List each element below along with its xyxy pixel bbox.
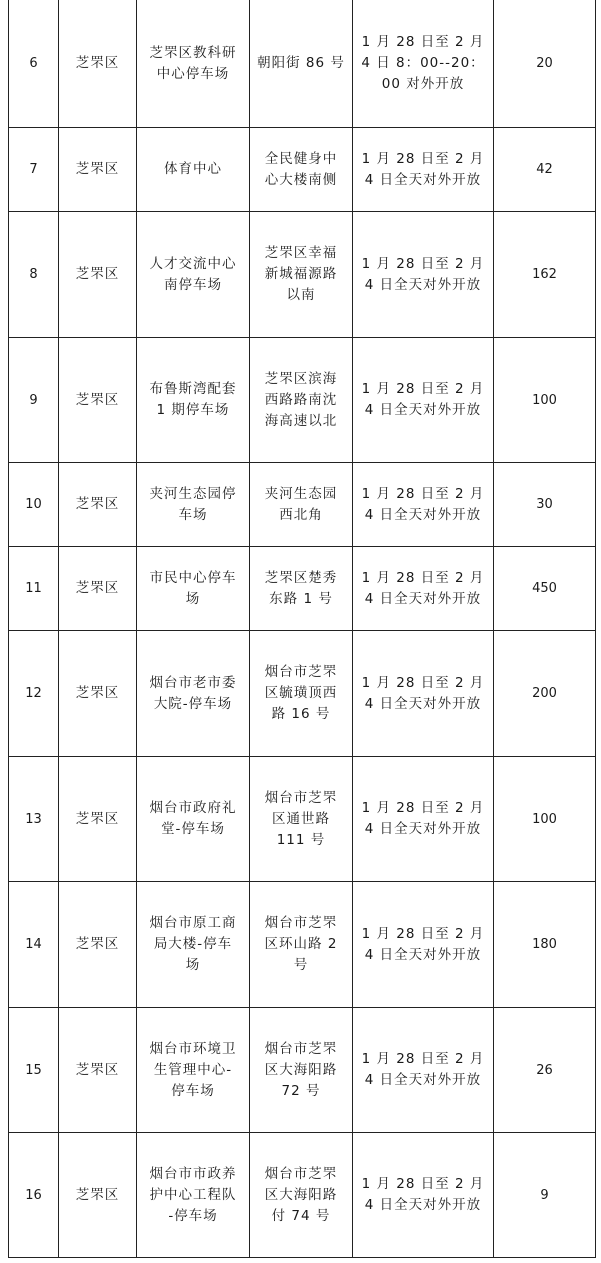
open-time-cell: 1 月 28 日至 2 月 4 日全天对外开放 (353, 882, 494, 1008)
row-number: 6 (9, 0, 59, 128)
district-cell: 芝罘区 (59, 463, 137, 547)
spaces-cell: 450 (494, 547, 596, 631)
open-time-cell: 1 月 28 日至 2 月 4 日全天对外开放 (353, 463, 494, 547)
parking-name-cell: 体育中心 (137, 128, 250, 212)
parking-name-cell: 烟台市老市委 大院-停车场 (137, 631, 250, 757)
parking-name-cell: 市民中心停车 场 (137, 547, 250, 631)
table-row (9, 212, 596, 338)
row-number: 8 (9, 212, 59, 338)
open-time-cell: 1 月 28 日至 2 月 4 日全天对外开放 (353, 338, 494, 463)
district-cell: 芝罘区 (59, 128, 137, 212)
address-cell: 芝罘区幸福 新城福源路 以南 (250, 212, 353, 338)
spaces-cell: 20 (494, 0, 596, 128)
district-cell: 芝罘区 (59, 882, 137, 1008)
spaces-cell: 180 (494, 882, 596, 1008)
district-cell: 芝罘区 (59, 631, 137, 757)
parking-name-cell: 烟台市政府礼 堂-停车场 (137, 757, 250, 882)
row-number: 14 (9, 882, 59, 1008)
address-cell: 烟台市芝罘 区大海阳路 72 号 (250, 1008, 353, 1133)
open-time-cell: 1 月 28 日至 2 月 4 日全天对外开放 (353, 1008, 494, 1133)
row-number: 16 (9, 1133, 59, 1258)
spaces-cell: 162 (494, 212, 596, 338)
address-cell: 烟台市芝罘 区环山路 2 号 (250, 882, 353, 1008)
row-number: 9 (9, 338, 59, 463)
address-cell: 烟台市芝罘 区毓璜顶西 路 16 号 (250, 631, 353, 757)
parking-name-cell: 烟台市市政养 护中心工程队 -停车场 (137, 1133, 250, 1258)
open-time-cell: 1 月 28 日至 2 月 4 日全天对外开放 (353, 128, 494, 212)
open-time-cell: 1 月 28 日至 2 月 4 日全天对外开放 (353, 757, 494, 882)
address-cell: 芝罘区滨海 西路路南沈 海高速以北 (250, 338, 353, 463)
parking-name-cell: 人才交流中心 南停车场 (137, 212, 250, 338)
spaces-cell: 9 (494, 1133, 596, 1258)
spaces-cell: 30 (494, 463, 596, 547)
parking-name-cell: 烟台市原工商 局大楼-停车 场 (137, 882, 250, 1008)
row-number: 12 (9, 631, 59, 757)
address-cell: 芝罘区楚秀 东路 1 号 (250, 547, 353, 631)
district-cell: 芝罘区 (59, 757, 137, 882)
table-row (9, 882, 596, 1008)
table-row (9, 463, 596, 547)
table-row (9, 547, 596, 631)
address-cell: 朝阳街 86 号 (250, 0, 353, 128)
table-row (9, 631, 596, 757)
parking-name-cell: 布鲁斯湾配套 1 期停车场 (137, 338, 250, 463)
table-row (9, 757, 596, 882)
row-number: 13 (9, 757, 59, 882)
table-row (9, 128, 596, 212)
district-cell: 芝罘区 (59, 547, 137, 631)
spaces-cell: 200 (494, 631, 596, 757)
spaces-cell: 26 (494, 1008, 596, 1133)
district-cell: 芝罘区 (59, 1008, 137, 1133)
spaces-cell: 100 (494, 338, 596, 463)
spaces-cell: 42 (494, 128, 596, 212)
district-cell: 芝罘区 (59, 0, 137, 128)
open-time-cell: 1 月 28 日至 2 月 4 日全天对外开放 (353, 212, 494, 338)
table-row (9, 338, 596, 463)
parking-name-cell: 烟台市环境卫 生管理中心- 停车场 (137, 1008, 250, 1133)
open-time-cell: 1 月 28 日至 2 月 4 日全天对外开放 (353, 631, 494, 757)
address-cell: 烟台市芝罘 区通世路 111 号 (250, 757, 353, 882)
parking-name-cell: 芝罘区教科研 中心停车场 (137, 0, 250, 128)
open-time-cell: 1 月 28 日至 2 月 4 日 8：00--20： 00 对外开放 (353, 0, 494, 128)
district-cell: 芝罘区 (59, 1133, 137, 1258)
district-cell: 芝罘区 (59, 338, 137, 463)
spaces-cell: 100 (494, 757, 596, 882)
parking-lot-table (8, 0, 596, 1258)
open-time-cell: 1 月 28 日至 2 月 4 日全天对外开放 (353, 547, 494, 631)
table-row (9, 1008, 596, 1133)
table-row (9, 0, 596, 128)
address-cell: 全民健身中 心大楼南侧 (250, 128, 353, 212)
open-time-cell: 1 月 28 日至 2 月 4 日全天对外开放 (353, 1133, 494, 1258)
row-number: 10 (9, 463, 59, 547)
address-cell: 烟台市芝罘 区大海阳路 付 74 号 (250, 1133, 353, 1258)
row-number: 11 (9, 547, 59, 631)
row-number: 7 (9, 128, 59, 212)
row-number: 15 (9, 1008, 59, 1133)
table-row (9, 1133, 596, 1258)
district-cell: 芝罘区 (59, 212, 137, 338)
parking-name-cell: 夹河生态园停 车场 (137, 463, 250, 547)
address-cell: 夹河生态园 西北角 (250, 463, 353, 547)
